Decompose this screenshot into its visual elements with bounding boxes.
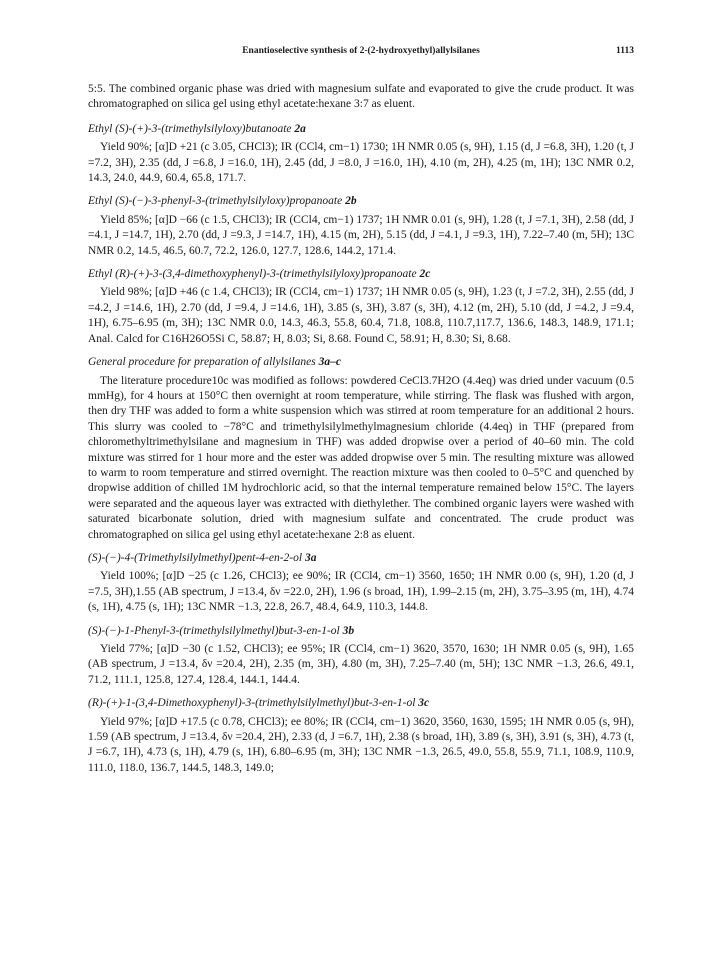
section-2a [88, 122, 634, 187]
section-heading-text: General procedure for preparation of allylsilanes [88, 356, 316, 369]
running-header [88, 46, 634, 62]
running-title: Enantioselective synthesis of 2-(2-hydroxyethyl)allylsilanes [242, 46, 480, 56]
compound-label: 2a [294, 122, 306, 135]
section-2b [88, 194, 634, 259]
section-body: Yield 98%; [α]D +46 (c 1.4, CHCl3); IR (CCl4, cm−1) 1737; 1H NMR 0.05 (s, 9H), 1.23 (t, J =7.2, 3H), 2.55 (dd, J =4.2, J =14.6, 1H), 2.70 (dd, J =9.4, J =14.6, 1H), 3.85 (s, 3H), 3.87 (s, 3H), 4.12 (m, 2H), 5.10 (dd, J =4.2, J =9.4, 1H), 6.75–6.95 (m, 3H); 13C NMR 0.0, 14.3, 46.3, 55.8, 60.4, 71.8, 108.8, 110.7,117.7, 136.6, 148.3, 148.9, 171.1; Anal. Calcd for C16H26O5Si C, 58.87; H, 8.03; Si, 8.68. Found C, 58.91; H, 8.30; Si, 8.68. [88, 286, 635, 345]
section-heading [88, 551, 634, 566]
section-heading-text: Ethyl (S)-(−)-3-phenyl-3-(trimethylsilyloxy)propanoate [88, 195, 343, 208]
section-heading [88, 194, 634, 209]
section-general-procedure [88, 355, 634, 543]
compound-label: 2c [419, 268, 431, 281]
section-heading [88, 355, 634, 370]
article-body [88, 82, 634, 784]
section-body: Yield 77%; [α]D −30 (c 1.52, CHCl3); ee 95%; IR (CCl4, cm−1) 3620, 3570, 1630; 1H NMR 0.05 (s, 9H), 1.65 (AB spectrum, J =13.4, δν =20.4, 2H), 2.35 (m, 3H), 4.80 (m, 3H), 7.25–7.40 (m, 5H); 13C NMR −1.3, 26.6, 49.1, 71.2, 111.1, 125.8, 127.4, 128.4, 144.1, 144.4. [88, 643, 634, 686]
section-3a [88, 551, 634, 616]
compound-label: 3a [304, 551, 317, 564]
section-heading [88, 122, 634, 137]
section-2c [88, 267, 634, 347]
section-heading-text: (S)-(−)-1-Phenyl-3-(trimethylsilylmethyl)but-3-en-1-ol [88, 624, 340, 637]
section-heading-text: (R)-(+)-1-(3,4-Dimethoxyphenyl)-3-(trimethylsilylmethyl)but-3-en-1-ol [88, 697, 416, 710]
section-3b [88, 624, 634, 689]
compound-label: 3c [418, 697, 430, 710]
compound-label: 3a–c [318, 356, 341, 369]
page-number: 1113 [616, 46, 634, 56]
section-heading [88, 267, 634, 282]
section-body: Yield 85%; [α]D −66 (c 1.5, CHCl3); IR (CCl4, cm−1) 1737; 1H NMR 0.01 (s, 9H), 1.28 (t, J =7.1, 3H), 2.58 (dd, J =4.1, J =14.7, 1H), 2.70 (dd, J =9.3, J =14.7, 1H), 4.15 (m, 2H), 5.15 (dd, J =4.1, J =9.3, 1H), 7.22–7.40 (m, 5H); 13C NMR 0.2, 14.5, 46.5, 60.7, 72.2, 126.0, 127.7, 128.6, 144.2, 171.4. [88, 213, 635, 257]
section-body: Yield 97%; [α]D +17.5 (c 0.78, CHCl3); ee 80%; IR (CCl4, cm−1) 3620, 3560, 1630, 1595; 1H NMR 0.05 (s, 9H), 1.59 (AB spectrum, J =13.4, δν =20.4, 2H), 2.33 (d, J =6.7, 1H), 2.38 (s broad, 1H), 3.89 (s, 3H), 3.91 (s, 3H), 4.73 (t, J =6.7, 1H), 4.73 (s, 1H), 4.79 (s, 1H), 6.80–6.95 (m, 3H); 13C NMR −1.3, 26.5, 49.0, 55.8, 55.9, 71.1, 108.9, 110.9, 111.0, 118.0, 136.7, 144.5, 148.3, 149.0; [88, 715, 634, 774]
section-heading [88, 696, 634, 711]
section-heading [88, 624, 634, 639]
section-heading-text: Ethyl (R)-(+)-3-(3,4-dimethoxyphenyl)-3-(trimethylsilyloxy)propanoate [88, 268, 417, 281]
compound-label: 2b [345, 195, 357, 208]
section-body: The literature procedure10c was modified as follows: powdered CeCl3.7H2O (4.4eq) was dried under vacuum (0.5 mmHg), for 4 hours at 150°C then overnight at room temperature, while stirring. The flask was flushed with argon, then dry THF was added to form a white suspension which was stirred at room temperature for an additional 2 hours. This slurry was cooled to −78°C and trimethylsilylmethylmagnesium chloride (4.4eq) in THF (prepared from chloromethyltrimethylsilane and magnesium in THF) was added dropwise over a period of 40–60 min. The cold mixture was stirred for 1 hour more and the ester was added dropwise over 5 min. The resulting mixture was allowed to warm to room temperature and stirred overnight. The reaction mixture was then cooled to 0–5°C and quenched by dropwise addition of chilled 1M hydrochloric acid, so that the internal temperature remained below 15°C. The layers were separated and the aqueous layer was extracted with diethylether. The combined organic layers were washed with saturated bicarbonate solution, dried with magnesium sulfate and concentrated. The crude product was chromatographed on silica gel using ethyl acetate:hexane 2:8 as eluent. [88, 374, 634, 541]
intro-paragraph: 5:5. The combined organic phase was dried with magnesium sulfate and evaporated to give the crude product. It was chromatographed on silica gel using ethyl acetate:hexane 3:7 as eluent. [88, 83, 634, 111]
section-heading-text: Ethyl (S)-(+)-3-(trimethylsilyloxy)butanoate [88, 122, 292, 135]
section-3c [88, 696, 634, 776]
compound-label: 3b [342, 624, 355, 637]
section-heading-text: (S)-(−)-4-(Trimethylsilylmethyl)pent-4-en-2-ol [88, 551, 303, 564]
section-body: Yield 90%; [α]D +21 (c 3.05, CHCl3); IR (CCl4, cm−1) 1730; 1H NMR 0.05 (s, 9H), 1.15 (d, J =6.8, 3H), 1.20 (t, J =7.2, 3H), 2.35 (dd, J =6.8, J =16.0, 1H), 2.45 (dd, J =8.0, J =16.0, 1H), 4.10 (m, 2H), 4.25 (m, 1H); 13C NMR 0.2, 14.3, 24.0, 44.9, 60.4, 65.8, 171.7. [88, 141, 635, 185]
section-body: Yield 100%; [α]D −25 (c 1.26, CHCl3); ee 90%; IR (CCl4, cm−1) 3560, 1650; 1H NMR 0.00 (s, 9H), 1.20 (d, J =7.5, 3H),1.55 (AB spectrum, J =13.4, δν =22.0, 2H), 1.96 (s broad, 1H), 1.99–2.15 (m, 2H), 3.75–3.95 (m, 1H), 4.74 (s, 1H), 4.75 (s, 1H); 13C NMR −1.3, 22.8, 26.7, 48.4, 64.9, 110.3, 144.8. [88, 570, 634, 614]
